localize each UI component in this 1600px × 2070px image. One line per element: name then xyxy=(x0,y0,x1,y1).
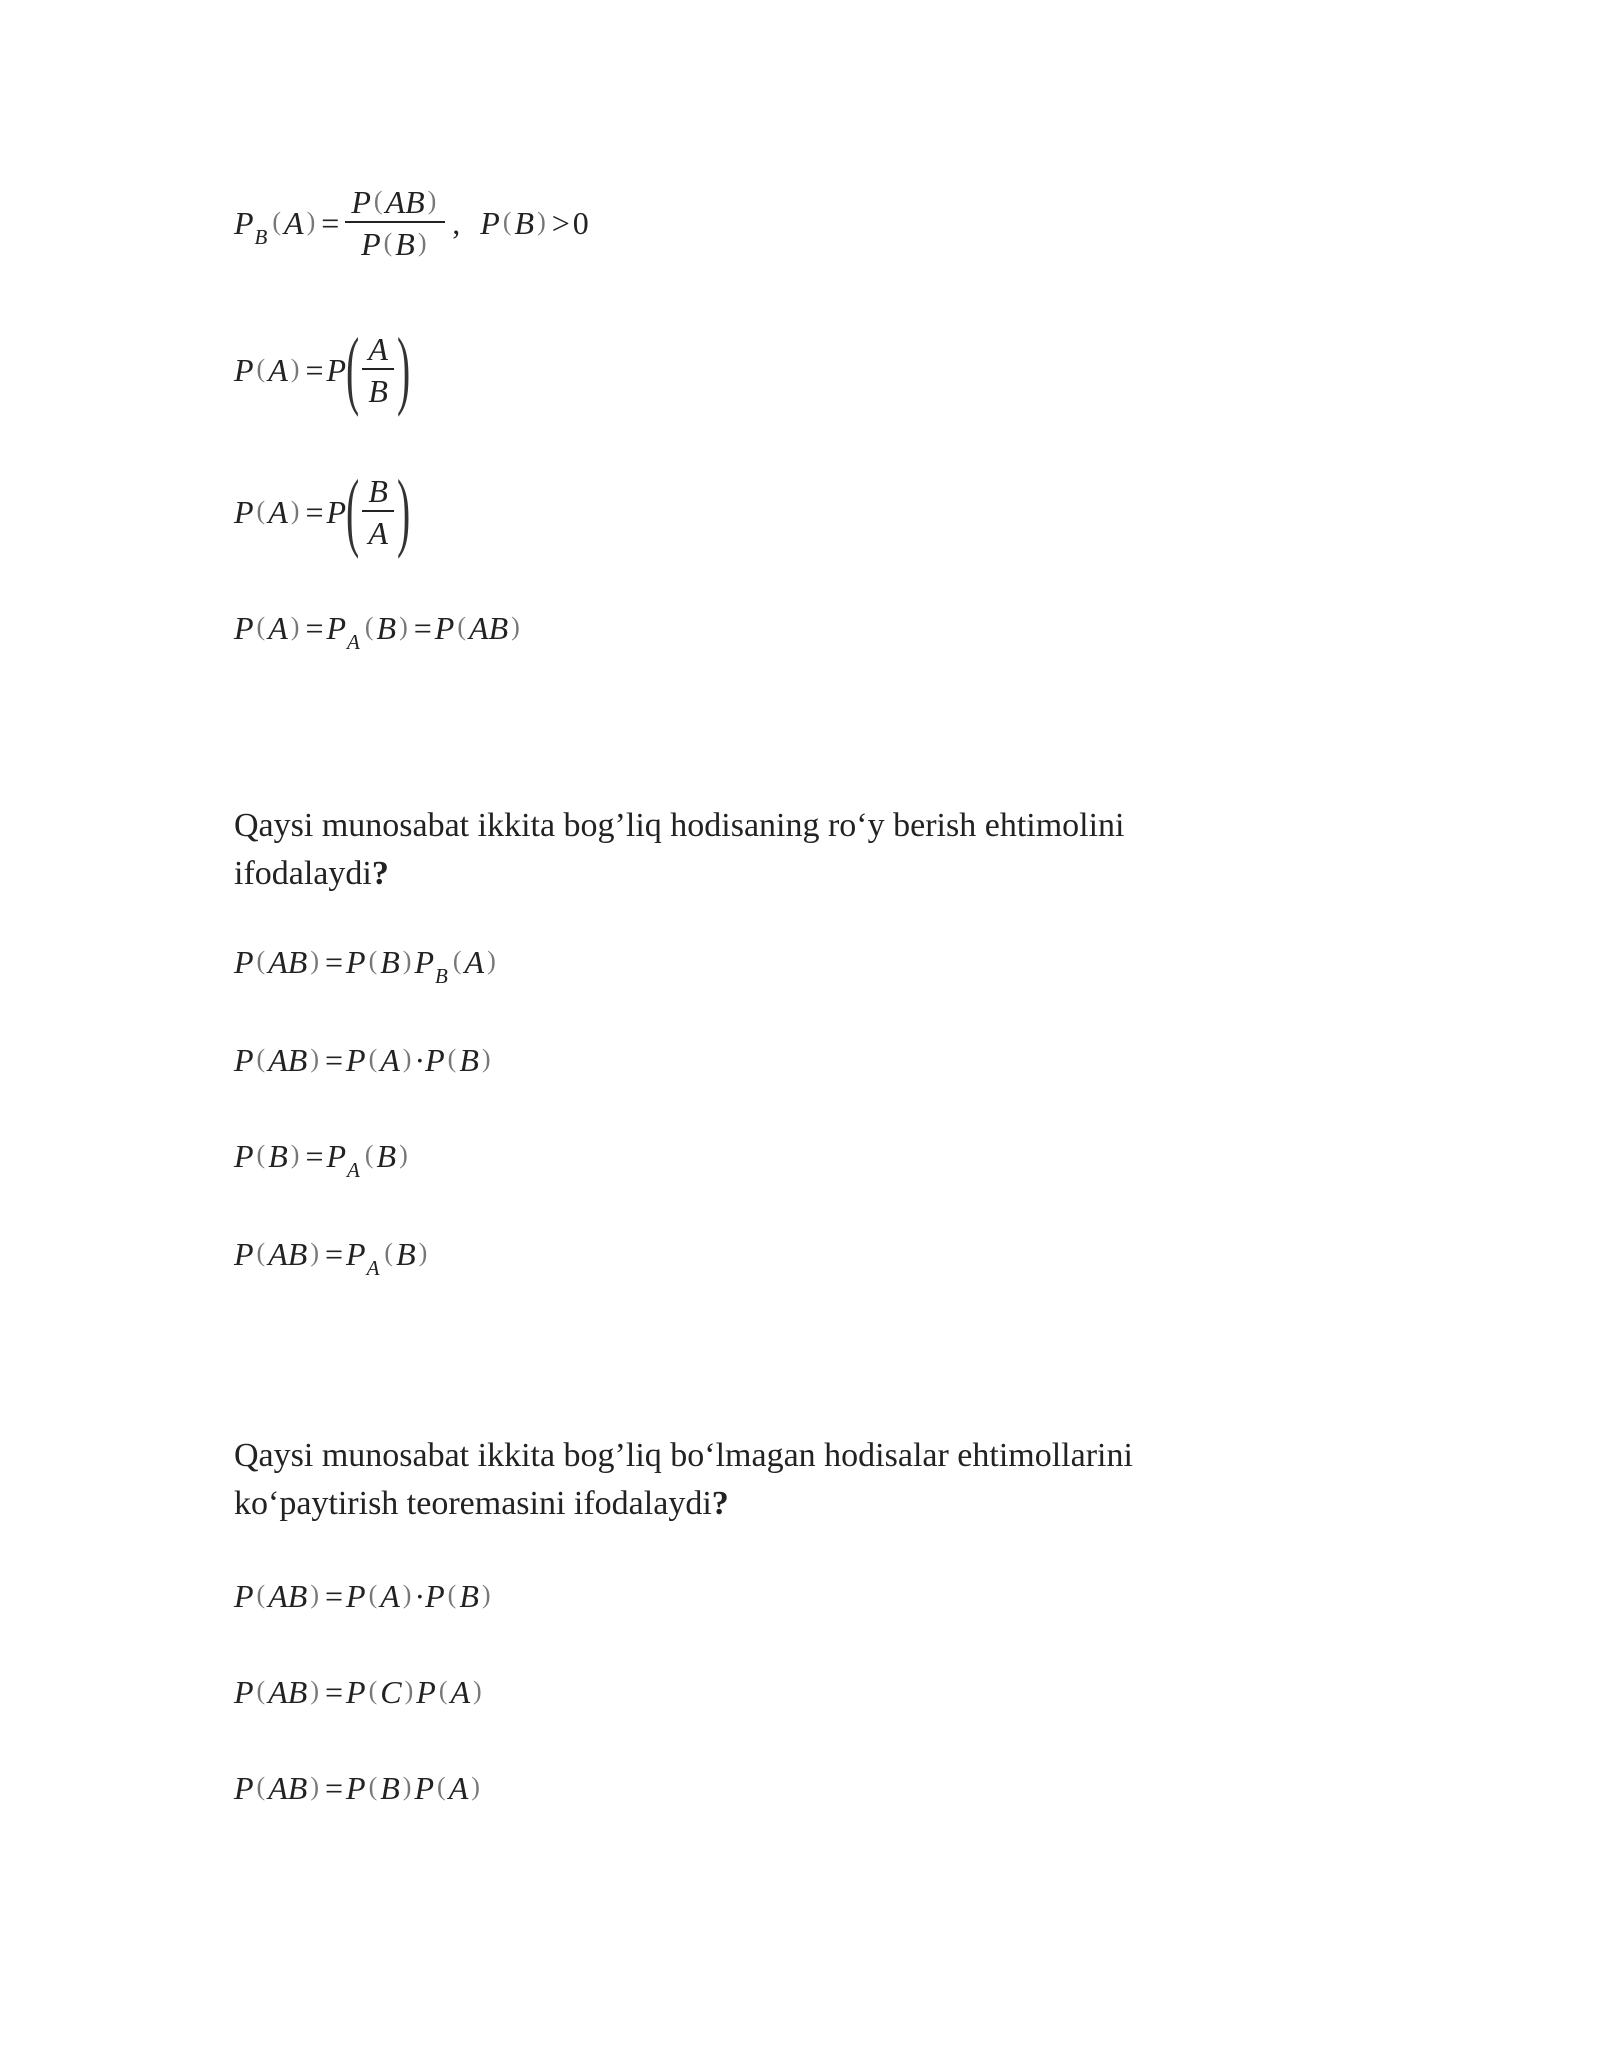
question-2-text: Qaysi munosabat ikkita bog’liq hodisaning ro‘y berish ehtimolini ifodalaydi? xyxy=(234,807,1125,892)
fraction: P ( AB ) P ( B ) xyxy=(345,186,445,260)
fraction: $\frac{A}{B}$ xyxy=(362,333,394,407)
q2-option-3: P ( B ) = P A ( B ) xyxy=(234,1138,408,1182)
formula-option-4: P ( A ) = P A ( B ) = P ( AB ) xyxy=(234,610,520,654)
fraction: $\frac{B}{A}$ xyxy=(362,475,394,549)
q3-option-1: P ( AB ) = P ( A ) · P ( B ) xyxy=(234,1578,491,1614)
q2-option-2: P ( AB ) = P ( A ) · P ( B ) xyxy=(234,1042,491,1078)
q3-option-3: P ( AB ) = P ( B ) P ( A ) xyxy=(234,1770,480,1806)
q2-option-1: P ( AB ) = P ( B ) P B ( A ) xyxy=(234,944,496,988)
question-3-text: Qaysi munosabat ikkita bog’liq bo‘lmagan hodisalar ehtimollarini ko‘paytirish teoremasini ifodalaydi? xyxy=(234,1437,1133,1522)
q3-option-2: P ( AB ) = P ( C ) P ( A ) xyxy=(234,1674,482,1710)
formula-option-3: P ( A ) = P ( $\frac{B}{A}$ ) xyxy=(234,463,411,560)
formula-conditional-probability: P B ( A ) = P ( AB ) P ( B ) , P ( B ) > 0 xyxy=(234,184,589,262)
formula-option-2: P ( A ) = P ( $\frac{A}{B}$ ) xyxy=(234,321,411,418)
q2-option-4: P ( AB ) = P A ( B ) xyxy=(234,1236,428,1280)
